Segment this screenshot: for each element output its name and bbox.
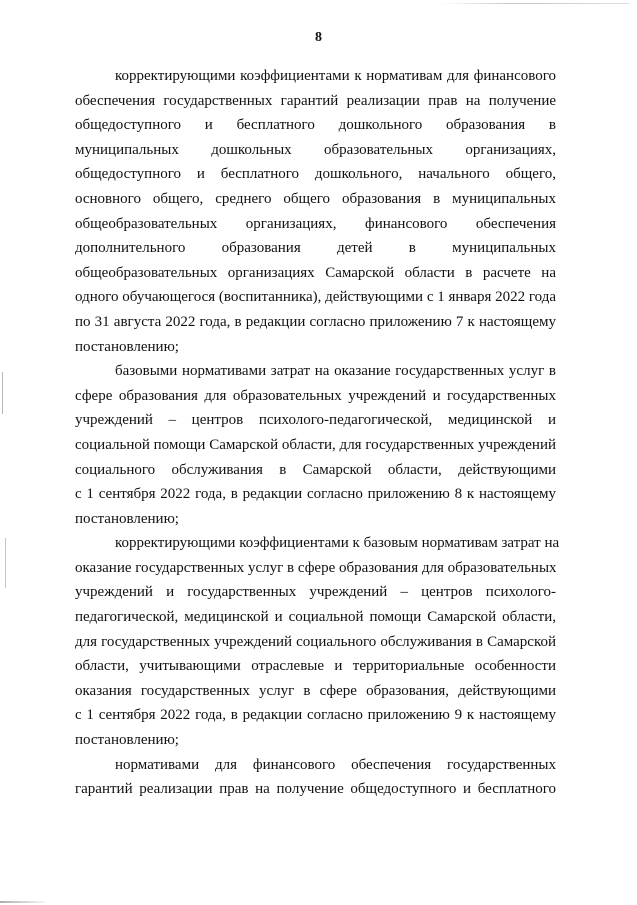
paragraph <box>75 753 556 802</box>
text-line: дополнительного образования детей в муниципальных <box>75 240 556 257</box>
text-line: корректирующими коэффициентами к базовым нормативам затрат на <box>115 535 560 552</box>
text-line: социального обслуживания в Самарской области, действующими <box>75 461 556 478</box>
text-line: общеобразовательных организациях Самарской области в расчете на <box>75 264 556 281</box>
scan-artifact-left-lower <box>5 538 6 588</box>
paragraph <box>75 531 560 752</box>
text-line: оказания государственных услуг в сфере образования, действующими <box>75 682 556 699</box>
text-line: одного обучающегося (воспитанника), действующими с 1 января 2022 года <box>75 289 556 306</box>
paragraph <box>75 359 556 531</box>
text-line: учреждений – центров психолого-педагогической, медицинской и <box>75 412 556 429</box>
text-line: корректирующими коэффициентами к нормативам для финансового <box>115 68 556 84</box>
scan-artifact-left-upper <box>2 372 3 414</box>
text-line: для государственных учреждений социального обслуживания в Самарской <box>75 633 556 650</box>
text-line: по 31 августа 2022 года, в редакции согласно приложению 7 к настоящему <box>75 313 556 330</box>
text-line: гарантий реализации прав на получение общедоступного и бесплатного <box>75 781 556 798</box>
text-line: учреждений и государственных учреждений – центров психолого- <box>75 584 556 601</box>
text-line: области, учитывающими отраслевые и территориальные особенности <box>75 658 556 675</box>
text-line: постановлению; <box>75 510 179 527</box>
text-line: муниципальных дошкольных образовательных организациях, <box>75 141 556 158</box>
text-line: общедоступного и бесплатного дошкольного, начального общего, <box>75 166 556 183</box>
text-line: сфере образования для образовательных учреждений и государственных <box>75 387 556 404</box>
text-line: социальной помощи Самарской области, для государственных учреждений <box>75 436 556 453</box>
text-line: общеобразовательных организациях, финансового обеспечения <box>75 215 556 232</box>
text-line: обеспечения государственных гарантий реализации прав на получение <box>75 92 556 109</box>
scan-artifact-bottom <box>0 901 45 903</box>
text-line: основного общего, среднего общего образования в муниципальных <box>75 190 556 207</box>
text-line: педагогической, медицинской и социальной помощи Самарской области, <box>75 609 556 626</box>
paragraph <box>75 64 556 359</box>
text-line: постановлению; <box>75 338 179 355</box>
text-line: с 1 сентября 2022 года, в редакции согласно приложению 8 к настоящему <box>75 486 556 503</box>
text-line: с 1 сентября 2022 года, в редакции согласно приложению 9 к настоящему <box>75 707 556 724</box>
text-line: нормативами для финансового обеспечения государственных <box>115 756 556 773</box>
page-number: 8 <box>315 30 322 45</box>
text-line: постановлению; <box>75 732 179 749</box>
scan-artifact-top <box>439 3 629 4</box>
text-line: общедоступного и бесплатного дошкольного образования в <box>75 117 556 134</box>
document-body <box>75 64 560 802</box>
text-line: оказание государственных услуг в сфере образования для образовательных <box>75 559 557 576</box>
text-line: базовыми нормативами затрат на оказание государственных услуг в <box>115 363 556 380</box>
